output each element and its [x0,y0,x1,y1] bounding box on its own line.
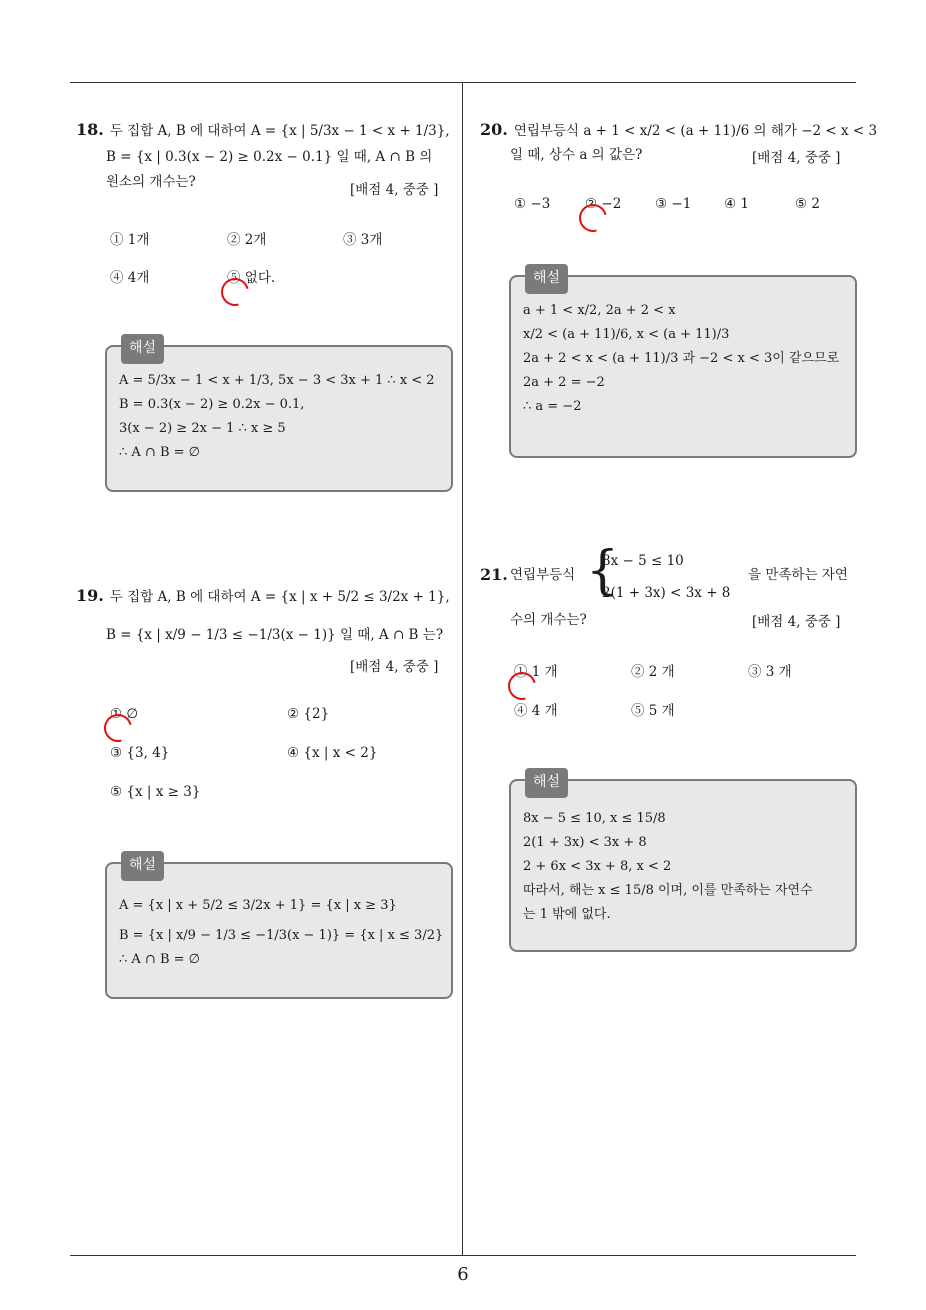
question-19 [76,584,456,646]
question-text-line: B = {x | 0.3(x − 2) ≥ 0.2x − 0.1} 일 때, A ∩ B 의 [106,148,433,165]
solution-box-18 [105,340,453,492]
question-text-line: 원소의 개수는? [106,173,196,190]
solution-box-20 [509,270,857,458]
question-text-line: 일 때, 상수 a 의 값은? [510,146,643,163]
option-4[interactable]: ④ 1 [724,196,749,212]
solution-box-21 [509,774,857,952]
option-4[interactable]: ④ 4개 [110,270,150,286]
solution-line: 2 + 6x < 3x + 8, x < 2 [523,859,672,875]
solution-line: 는 1 밖에 없다. [523,907,611,923]
solution-line: 2a + 2 = −2 [523,375,605,391]
solution-line: A = 5/3x − 1 < x + 1/3, 5x − 3 < 3x + 1 ∴ x < 2 [119,373,435,388]
system-brace: { [586,541,620,601]
solution-line: A = {x | x + 5/2 ≤ 3/2x + 1} = {x | x ≥ 3} [119,898,397,913]
option-1[interactable]: ① −3 [514,196,551,212]
question-text-line: 두 집합 A, B 에 대하여 A = {x | x + 5/2 ≤ 3/2x + 1}, [109,589,450,605]
option-1-selected[interactable]: ① 1 개 [514,664,558,680]
option-4[interactable]: ④ {x | x < 2} [287,745,378,761]
option-4[interactable]: ④ 4 개 [514,703,558,719]
question-text-line: 연립부등식 a + 1 < x/2 < (a + 11)/6 의 해가 −2 < x < 3 [513,123,878,139]
option-2[interactable]: ② 2 개 [631,664,675,680]
question-text-line: B = {x | x/9 − 1/3 ≤ −1/3(x − 1)} 일 때, A ∩ B 는? [106,626,444,643]
score-meta: [배점 4, 중중 ] [350,659,439,675]
question-text-line: 두 집합 A, B 에 대하여 A = {x | 5/3x − 1 < x + 1/3}, [109,123,450,139]
question-lead-text: 연립부등식 [510,567,576,583]
option-1-selected[interactable]: ① ∅ [110,706,139,722]
solution-line: ∴ a = −2 [523,399,582,415]
option-5-selected[interactable]: ⑤ 없다. [227,270,276,286]
solution-line: 8x − 5 ≤ 10, x ≤ 15/8 [523,811,666,826]
solution-line: 2(1 + 3x) < 3x + 8 [523,835,647,851]
solution-line: 2a + 2 < x < (a + 11)/3 과 −2 < x < 3이 같으므로 [523,351,840,367]
system-line: 2(1 + 3x) < 3x + 8 [602,585,731,601]
solution-line: ∴ A ∩ B = ∅ [119,952,200,968]
option-5[interactable]: ⑤ {x | x ≥ 3} [110,784,201,800]
solution-line: 따라서, 해는 x ≤ 15/8 이며, 이를 만족하는 자연수 [523,883,813,899]
solution-line: 3(x − 2) ≥ 2x − 1 ∴ x ≥ 5 [119,421,286,437]
solution-box-19 [105,857,453,999]
score-meta: [배점 4, 중중 ] [752,150,841,166]
option-3[interactable]: ③ {3, 4} [110,745,170,761]
solution-line: ∴ A ∩ B = ∅ [119,445,200,461]
page-number: 6 [457,1264,469,1285]
question-number: 21. [480,565,508,584]
option-1[interactable]: ① 1개 [110,232,150,248]
bottom-rule [70,1255,856,1256]
system-line: 8x − 5 ≤ 10 [602,553,684,569]
option-3[interactable]: ③ 3개 [343,232,383,248]
option-5[interactable]: ⑤ 2 [795,196,820,212]
solution-line: x/2 < (a + 11)/6, x < (a + 11)/3 [523,327,730,343]
solution-tag: 해설 [525,768,568,798]
option-5[interactable]: ⑤ 5 개 [631,703,675,719]
column-divider [462,83,463,1256]
option-3[interactable]: ③ −1 [655,196,692,212]
option-2[interactable]: ② 2개 [227,232,267,248]
score-meta: [배점 4, 중중 ] [350,182,439,198]
question-21 [480,541,860,615]
solution-tag: 해설 [525,264,568,294]
option-2[interactable]: ② {2} [287,706,330,722]
solution-tag: 해설 [121,334,164,364]
solution-line: B = {x | x/9 − 1/3 ≤ −1/3(x − 1)} = {x | x ≤ 3/2} [119,928,444,944]
question-number: 18. [76,120,104,139]
question-tail-text: 을 만족하는 자연 [748,567,848,583]
question-number: 19. [76,586,104,605]
solution-line: B = 0.3(x − 2) ≥ 0.2x − 0.1, [119,397,305,413]
score-meta: [배점 4, 중중 ] [752,614,841,630]
question-number: 20. [480,120,508,139]
top-rule [70,82,856,83]
solution-tag: 해설 [121,851,164,881]
solution-line: a + 1 < x/2, 2a + 2 < x [523,303,676,318]
option-2-selected[interactable]: ② −2 [585,196,622,212]
option-3[interactable]: ③ 3 개 [748,664,792,680]
question-text-line: 수의 개수는? [510,612,587,628]
